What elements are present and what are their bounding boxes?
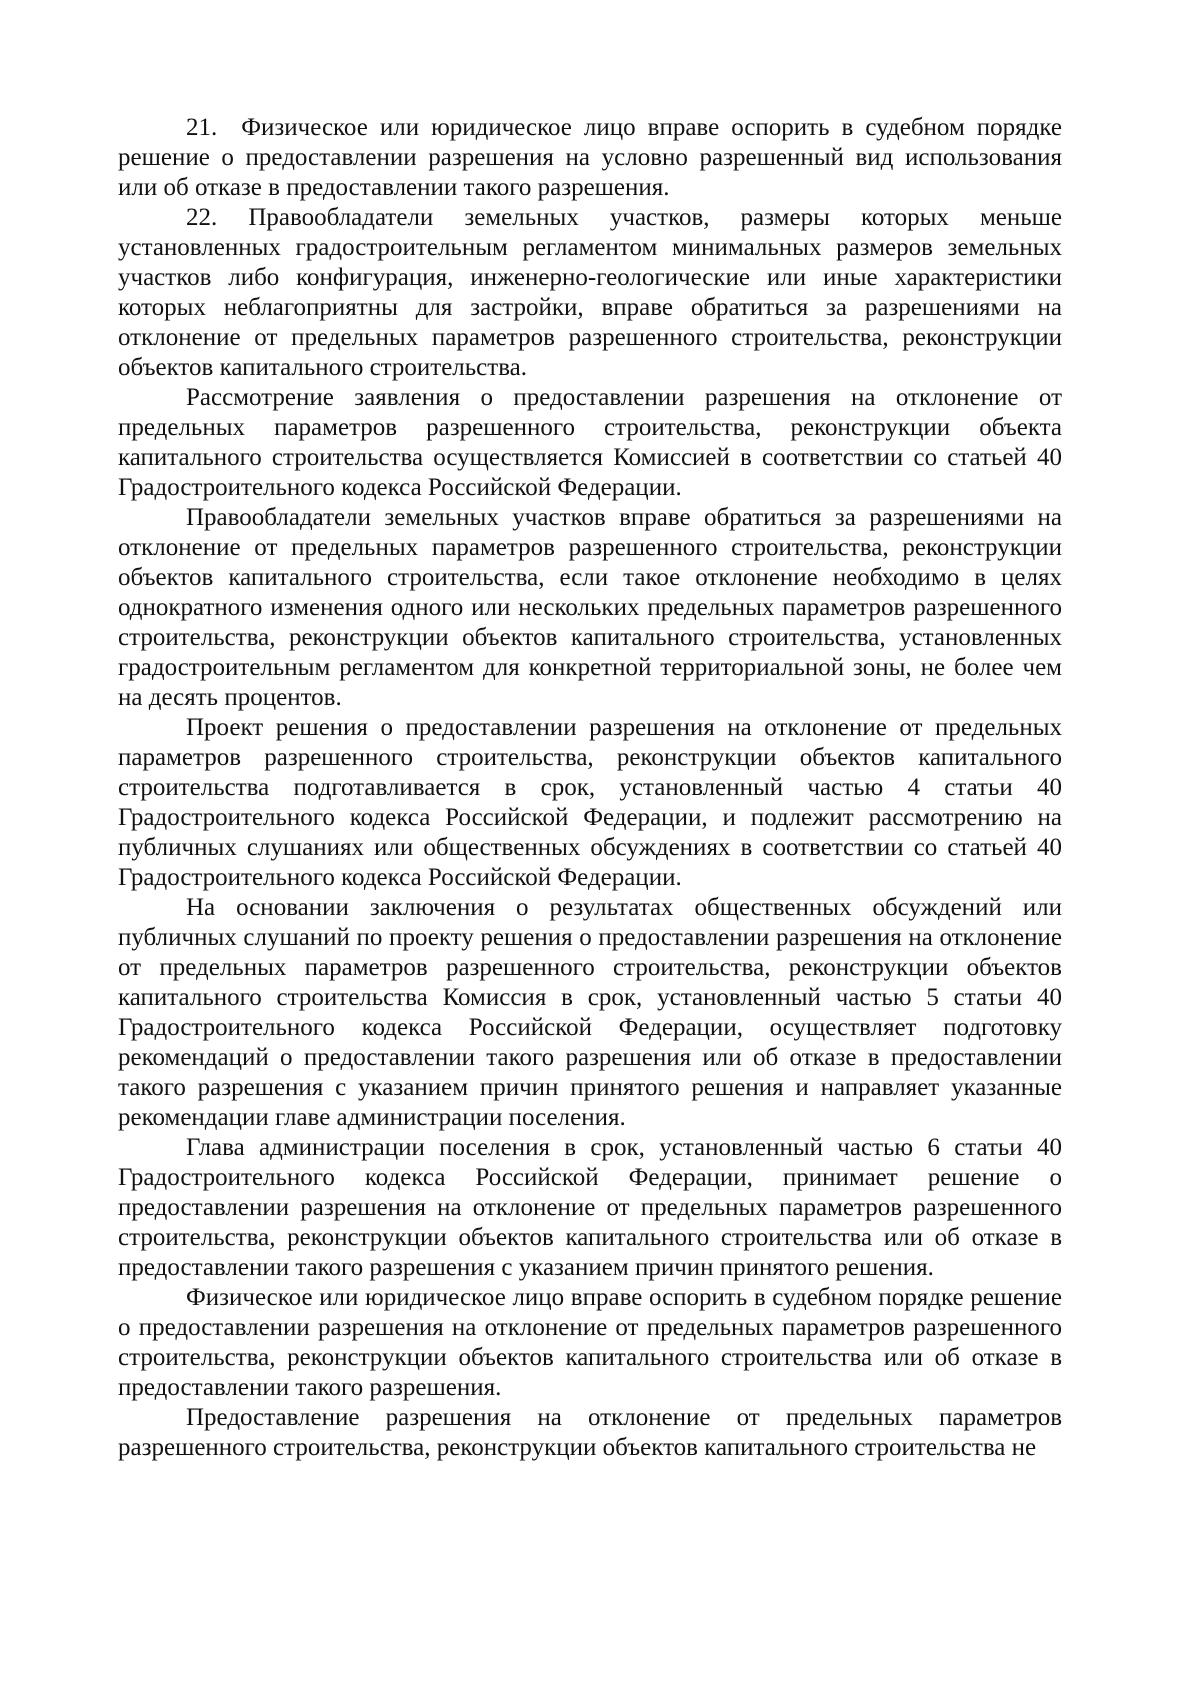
paragraph	[118, 893, 1062, 1133]
paragraph-text: Физическое или юридическое лицо вправе оспорить в судебном порядке решение о предоставлении разрешения на отклонение от предельных параметров разрешенного строительства, реконструкции объектов капитального строительства или об отказе в предоставлении такого разрешения.	[118, 1284, 1062, 1401]
paragraph-text: Глава администрации поселения в срок, установленный частью 6 статьи 40 Градостроительного кодекса Российской Федерации, принимает решение о предоставлении разрешения на отклонение от предельных параметров разрешенного строительства, реконструкции объектов капитального строительства или об отказе в предоставлении такого разрешения с указанием причин принятого решения.	[118, 1134, 1062, 1281]
paragraph	[118, 1283, 1062, 1403]
paragraph	[118, 383, 1062, 503]
paragraph-text: Правообладатели земельных участков, размеры которых меньше установленных градостроительным регламентом минимальных размеров земельных участков либо конфигурация, инженерно-геологические или иные характеристики которых неблагоприятны для застройки, вправе обратиться за разрешениями на отклонение от предельных параметров разрешенного строительства, реконструкции объектов капитального строительства.	[118, 204, 1062, 381]
paragraph-22	[118, 203, 1062, 383]
paragraph-text: Рассмотрение заявления о предоставлении разрешения на отклонение от предельных параметров разрешенного строительства, реконструкции объекта капитального строительства осуществляется Комиссией в соответствии со статьей 40 Градостроительного кодекса Российской Федерации.	[118, 384, 1062, 501]
paragraph	[118, 713, 1062, 893]
paragraph-text: Предоставление разрешения на отклонение от предельных параметров разрешенного строительства, реконструкции объектов капитального строительства не	[118, 1404, 1062, 1461]
document-page	[118, 113, 1062, 1463]
paragraph	[118, 1403, 1062, 1463]
paragraph-text: Физическое или юридическое лицо вправе оспорить в судебном порядке решение о предоставлении разрешения на условно разрешенный вид использования или об отказе в предоставлении такого разрешения.	[118, 114, 1063, 201]
paragraph-text: Правообладатели земельных участков вправе обратиться за разрешениями на отклонение от предельных параметров разрешенного строительства, реконструкции объектов капитального строительства, если такое отклонение необходимо в целях однократного изменения одного или нескольких предельных параметров разрешенного строительства, реконструкции объектов капитального строительства, установленных градостроительным регламентом для конкретной территориальной зоны, не более чем на десять процентов.	[118, 504, 1062, 711]
paragraph-number: 22.	[186, 204, 218, 231]
paragraph-number: 21.	[186, 114, 218, 141]
paragraph-text: Проект решения о предоставлении разрешения на отклонение от предельных параметров разрешенного строительства, реконструкции объектов капитального строительства подготавливается в срок, установленный частью 4 статьи 40 Градостроительного кодекса Российской Федерации, и подлежит рассмотрению на публичных слушаниях или общественных обсуждениях в соответствии со статьей 40 Градостроительного кодекса Российской Федерации.	[118, 714, 1062, 891]
paragraph-text: На основании заключения о результатах общественных обсуждений или публичных слушаний по проекту решения о предоставлении разрешения на отклонение от предельных параметров разрешенного строительства, реконструкции объектов капитального строительства Комиссия в срок, установленный частью 5 статьи 40 Градостроительного кодекса Российской Федерации, осуществляет подготовку рекомендаций о предоставлении такого разрешения или об отказе в предоставлении такого разрешения с указанием причин принятого решения и направляет указанные рекомендации главе администрации поселения.	[118, 894, 1062, 1131]
paragraph-21	[118, 113, 1062, 203]
paragraph	[118, 1133, 1062, 1283]
paragraph	[118, 503, 1062, 713]
